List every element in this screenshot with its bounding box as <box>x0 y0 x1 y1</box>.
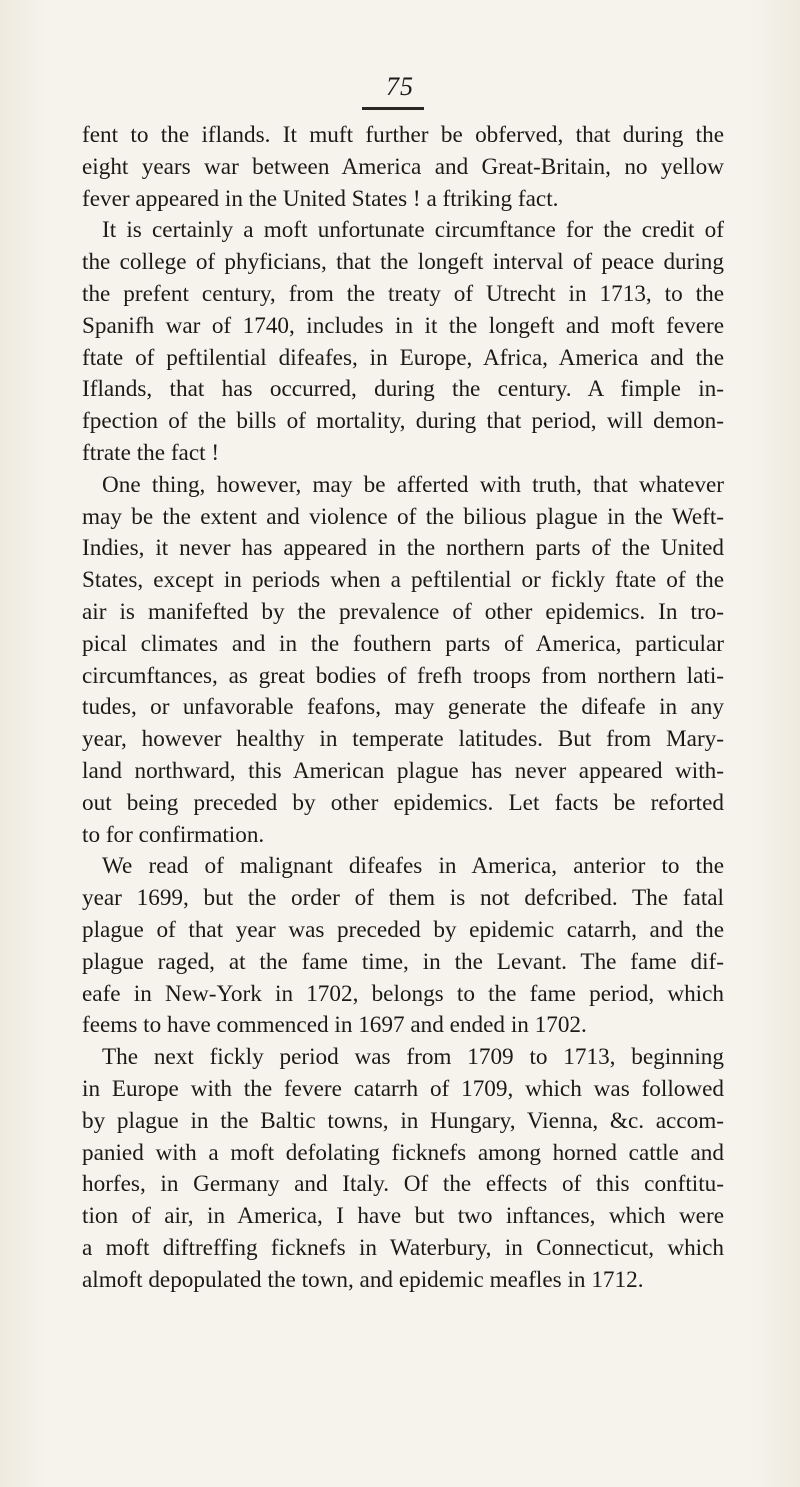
text-line: may be the extent and violence of the bilious plague in the Weft- <box>82 503 724 530</box>
text-line: year 1699, but the order of them is not defcribed. The fatal <box>82 885 724 912</box>
text-line: panied with a moft defolating ficknefs among horned cattle and <box>82 1139 724 1166</box>
text-line: fent to the iflands. It muft further be obferved, that during the <box>82 122 724 148</box>
text-line: tudes, or unfavorable feafons, may generate the difeafe in any <box>82 694 724 721</box>
text-line: horfes, in Germany and Italy. Of the effects of this conftitu- <box>82 1171 724 1198</box>
text-line: a moft diftreffing ficknefs in Waterbury, in Connecticut, which <box>82 1234 724 1261</box>
text-line: The next fickly period was from 1709 to 1713, beginning <box>102 1044 724 1071</box>
page-number: 75 <box>386 72 414 101</box>
text-line: ftate of peftilential difeafes, in Europe, Africa, America and the <box>82 344 724 371</box>
text-line: the college of phyficians, that the longeft interval of peace during <box>82 249 724 276</box>
text-line: out being preceded by other epidemics. Let facts be reforted <box>82 789 724 816</box>
text-line: by plague in the Baltic towns, in Hungary, Vienna, &c. accom- <box>82 1107 724 1134</box>
text-line: eafe in New-York in 1702, belongs to the fame period, which <box>82 980 724 1007</box>
text-line: in Europe with the fevere catarrh of 1709, which was followed <box>82 1075 724 1102</box>
page-number-underline <box>362 107 424 110</box>
text-line: fpection of the bills of mortality, during that period, will demon- <box>82 408 724 435</box>
text-line: One thing, however, may be afferted with truth, that whatever <box>102 471 724 498</box>
text-line: eight years war between America and Great-Britain, no yellow <box>82 153 724 180</box>
text-line: Iflands, that has occurred, during the century. A fimple in- <box>82 376 724 403</box>
text-line: pical climates and in the fouthern parts of America, particular <box>82 630 724 657</box>
text-line: circumftances, as great bodies of frefh troops from northern lati- <box>82 662 724 689</box>
text-line: to for confirmation. <box>82 821 265 848</box>
text-line: year, however healthy in temperate latitudes. But from Mary- <box>82 726 724 753</box>
text-line: Indies, it never has appeared in the northern parts of the United <box>82 535 724 562</box>
text-line: plague of that year was preceded by epidemic catarrh, and the <box>82 916 724 943</box>
text-line: States, except in periods when a peftilential or fickly ftate of the <box>82 567 724 594</box>
text-line: almoft depopulated the town, and epidemic meafles in 1712. <box>82 1266 644 1293</box>
body-text <box>82 120 724 1296</box>
text-line: Spanifh war of 1740, includes in it the longeft and moft fevere <box>82 312 724 339</box>
text-line: air is manifefted by the prevalence of other epidemics. In tro- <box>82 598 724 625</box>
text-line: the prefent century, from the treaty of Utrecht in 1713, to the <box>82 280 724 307</box>
text-line: fever appeared in the United States ! a ftriking fact. <box>82 185 559 212</box>
text-line: tion of air, in America, I have but two inftances, which were <box>82 1203 724 1230</box>
text-line: plague raged, at the fame time, in the Levant. The fame dif- <box>82 948 724 975</box>
text-line: feems to have commenced in 1697 and ended in 1702. <box>82 1012 587 1039</box>
text-line: land northward, this American plague has never appeared with- <box>82 757 724 784</box>
text-line: ftrate the fact ! <box>82 439 220 466</box>
text-line: It is certainly a moft unfortunate circumftance for the credit of <box>102 217 724 244</box>
text-line: We read of malignant difeafes in America, anterior to the <box>102 853 724 880</box>
